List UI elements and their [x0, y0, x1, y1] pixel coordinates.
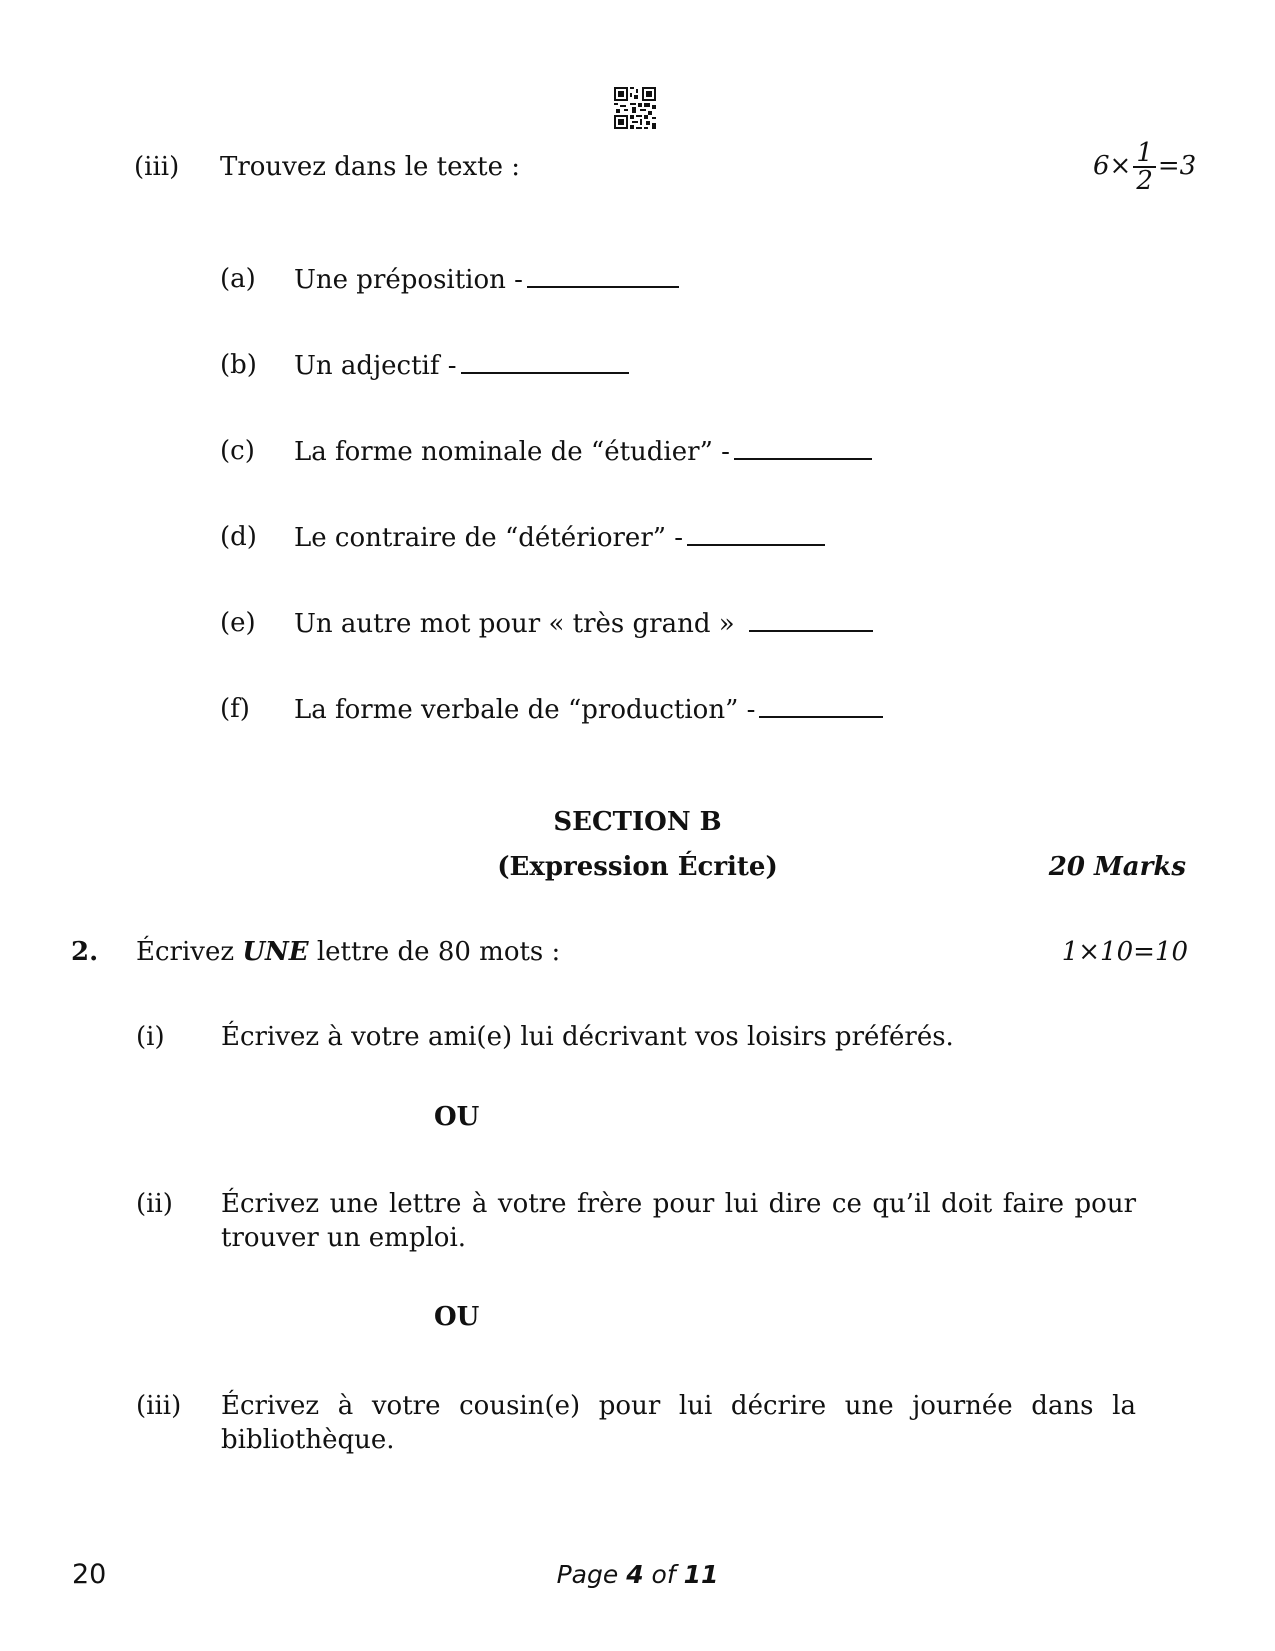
sub-item-text: La forme nominale de “étudier” -: [294, 434, 872, 469]
marks-fraction: [1133, 140, 1156, 194]
sub-item-text: Le contraire de “détériorer” -: [294, 520, 825, 555]
option-label: (iii): [136, 1391, 182, 1421]
page-number: Page 4 of 11: [556, 1560, 719, 1589]
paper-code: 20: [72, 1559, 107, 1590]
answer-blank[interactable]: [527, 262, 679, 288]
sub-item-label: (d): [220, 522, 257, 552]
answer-blank[interactable]: [759, 692, 883, 718]
question-text: Trouvez dans le texte :: [220, 152, 521, 182]
marks-factor: 6×: [1093, 151, 1132, 181]
option-text: Écrivez à votre cousin(e) pour lui décrire une journée dans la bibliothèque.: [221, 1391, 1136, 1455]
sub-item-text: Une préposition -: [294, 262, 679, 297]
sub-item-text: La forme verbale de “production” -: [294, 692, 883, 727]
sub-item-text: Un autre mot pour « très grand »: [294, 606, 873, 641]
option-label: (i): [136, 1022, 165, 1052]
sub-item-text: Un adjectif -: [294, 348, 629, 383]
marks-allocation: [1093, 140, 1196, 194]
qr-code-icon: [614, 87, 656, 129]
section-subtitle: (Expression Écrite): [497, 852, 778, 882]
answer-blank[interactable]: [461, 348, 629, 374]
question-number: 2.: [71, 937, 99, 967]
sub-item-label: (c): [220, 436, 255, 466]
question-number: (iii): [134, 152, 180, 182]
sub-item-label: (a): [220, 264, 256, 294]
option-label: (ii): [136, 1189, 173, 1219]
marks-result: =3: [1157, 151, 1197, 181]
or-separator: OU: [434, 1102, 480, 1132]
question-text: Écrivez UNE lettre de 80 mots :: [136, 937, 561, 967]
fraction-numerator: 1: [1133, 140, 1156, 168]
answer-blank[interactable]: [749, 606, 873, 632]
emphasis: UNE: [242, 937, 309, 967]
answer-blank[interactable]: [687, 520, 825, 546]
answer-blank[interactable]: [734, 434, 872, 460]
fraction-denominator: 2: [1136, 166, 1153, 196]
marks-allocation: 1×10=10: [1061, 937, 1188, 967]
section-title: SECTION B: [553, 807, 722, 837]
section-marks: 20 Marks: [1048, 852, 1186, 882]
sub-item-label: (f): [220, 694, 250, 724]
sub-item-label: (e): [220, 608, 256, 638]
option-text: Écrivez à votre ami(e) lui décrivant vos loisirs préférés.: [221, 1022, 954, 1052]
option-text: Écrivez une lettre à votre frère pour lui dire ce qu’il doit faire pour trouver un emploi.: [221, 1189, 1136, 1253]
sub-item-label: (b): [220, 350, 257, 380]
or-separator: OU: [434, 1302, 480, 1332]
